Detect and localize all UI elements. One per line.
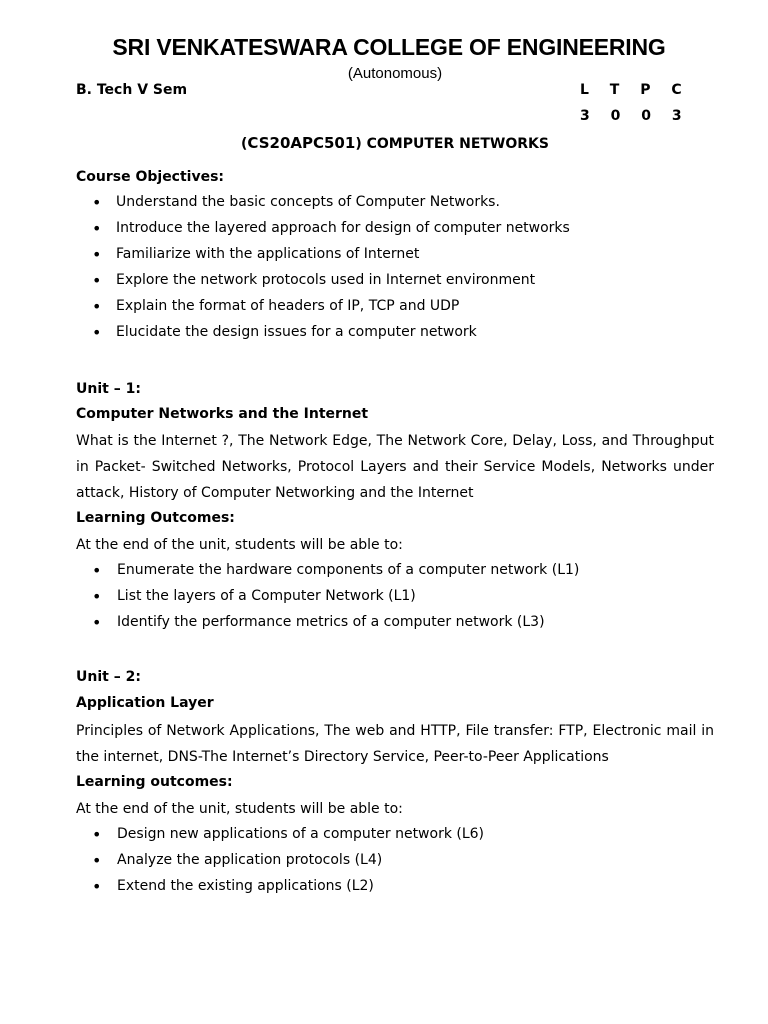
bullet-icon: • (92, 297, 102, 316)
unit-title: Application Layer (76, 695, 214, 711)
ltpc-labels: L T P C (580, 82, 690, 98)
unit-title: Computer Networks and the Internet (76, 406, 369, 422)
bullet-icon: • (92, 613, 102, 632)
bullet-icon: • (92, 219, 102, 238)
bullet-icon: • (92, 271, 102, 290)
semester-label: B. Tech V Sem (76, 82, 188, 98)
outcomes-intro: At the end of the unit, students will be able to: (76, 537, 403, 553)
course-code: CS20APC501 (247, 134, 356, 152)
outcomes-heading: Learning Outcomes: (76, 510, 235, 526)
college-name: SRI VENKATESWARA COLLEGE OF ENGINEERING (112, 34, 666, 60)
objectives-heading: Course Objectives: (76, 169, 225, 185)
bullet-icon: • (92, 851, 102, 870)
outcomes-heading: Learning outcomes: (76, 774, 233, 790)
outcomes-intro: At the end of the unit, students will be able to: (76, 801, 403, 817)
unit-content: Principles of Network Applications, The web and HTTP, File transfer: FTP, Electronic mail in the internet, DNS-The Internet’s Directory Service, Peer-to-Peer Applications (76, 723, 714, 765)
course-name: COMPUTER NETWORKS (366, 136, 549, 152)
bullet-icon: • (92, 825, 102, 844)
bullet-icon: • (92, 877, 102, 896)
autonomous-label: (Autonomous) (347, 65, 443, 82)
unit-label: Unit – 2: (76, 669, 141, 685)
bullet-icon: • (92, 245, 102, 264)
course-title: (CS20APC501) COMPUTER NETWORKS (241, 134, 549, 152)
unit-label: Unit – 1: (76, 381, 141, 397)
bullet-icon: • (92, 587, 102, 606)
unit-content: What is the Internet ?, The Network Edge, The Network Core, Delay, Loss, and Throughput in Packet- Switched Networks, Protocol Layers and their Service Models, Networks under attack, History of Computer Networking and the Internet (76, 433, 714, 501)
bullet-icon: • (92, 561, 102, 580)
bullet-icon: • (92, 323, 102, 342)
bullet-icon: • (92, 193, 102, 212)
ltpc-values: 3 0 0 3 (580, 108, 690, 124)
